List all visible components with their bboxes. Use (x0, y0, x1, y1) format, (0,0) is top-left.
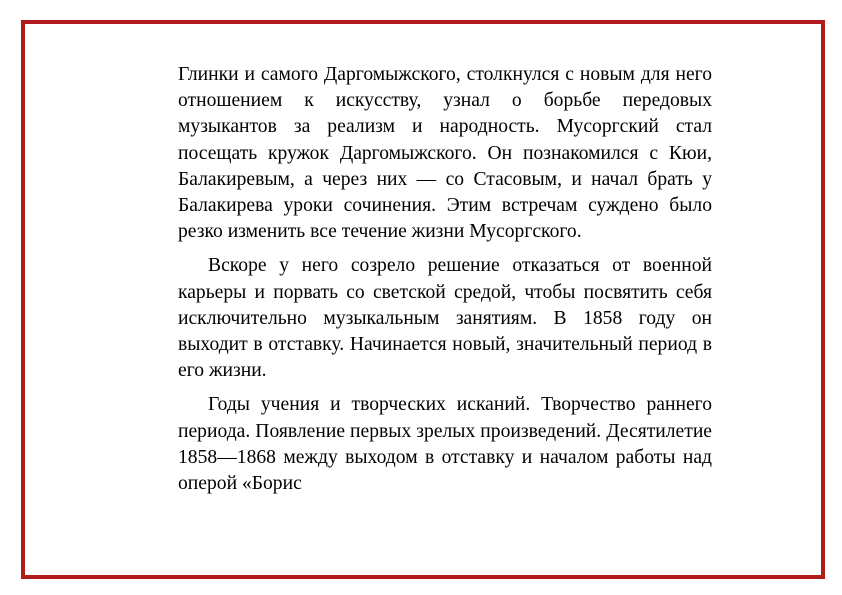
paragraph-military-career: Вскоре у него созрело решение отказаться от военной карьеры и порвать со светской средой, чтобы посвятить себя исключительно музыкальным занятиям. В 1858 году он выходит в отставку. Начинается новый, значительный период в его жизни. (178, 255, 712, 382)
slide-frame (21, 20, 825, 579)
document-text (178, 62, 712, 505)
paragraph-continuation: Глинки и самого Даргомыжского, столкнулся с новым для него отношением к искусству, узнал о борьбе передовых музыкантов за реализм и народность. Мусоргский стал посещать кружок Даргомыжского. Он познакомился с Кюи, Балакиревым, а через них — со Стасовым, и начал брать у Балакирева уроки сочинения. Этим встречам суждено было резко изменить все течение жизни Мусоргского. (178, 64, 712, 243)
paragraph-study-years: Годы учения и творческих исканий. Творчество раннего периода. Появление первых зрелых произведений. Десятилетие 1858—1868 между выходом в отставку и началом работы над оперой «Борис (178, 394, 712, 495)
